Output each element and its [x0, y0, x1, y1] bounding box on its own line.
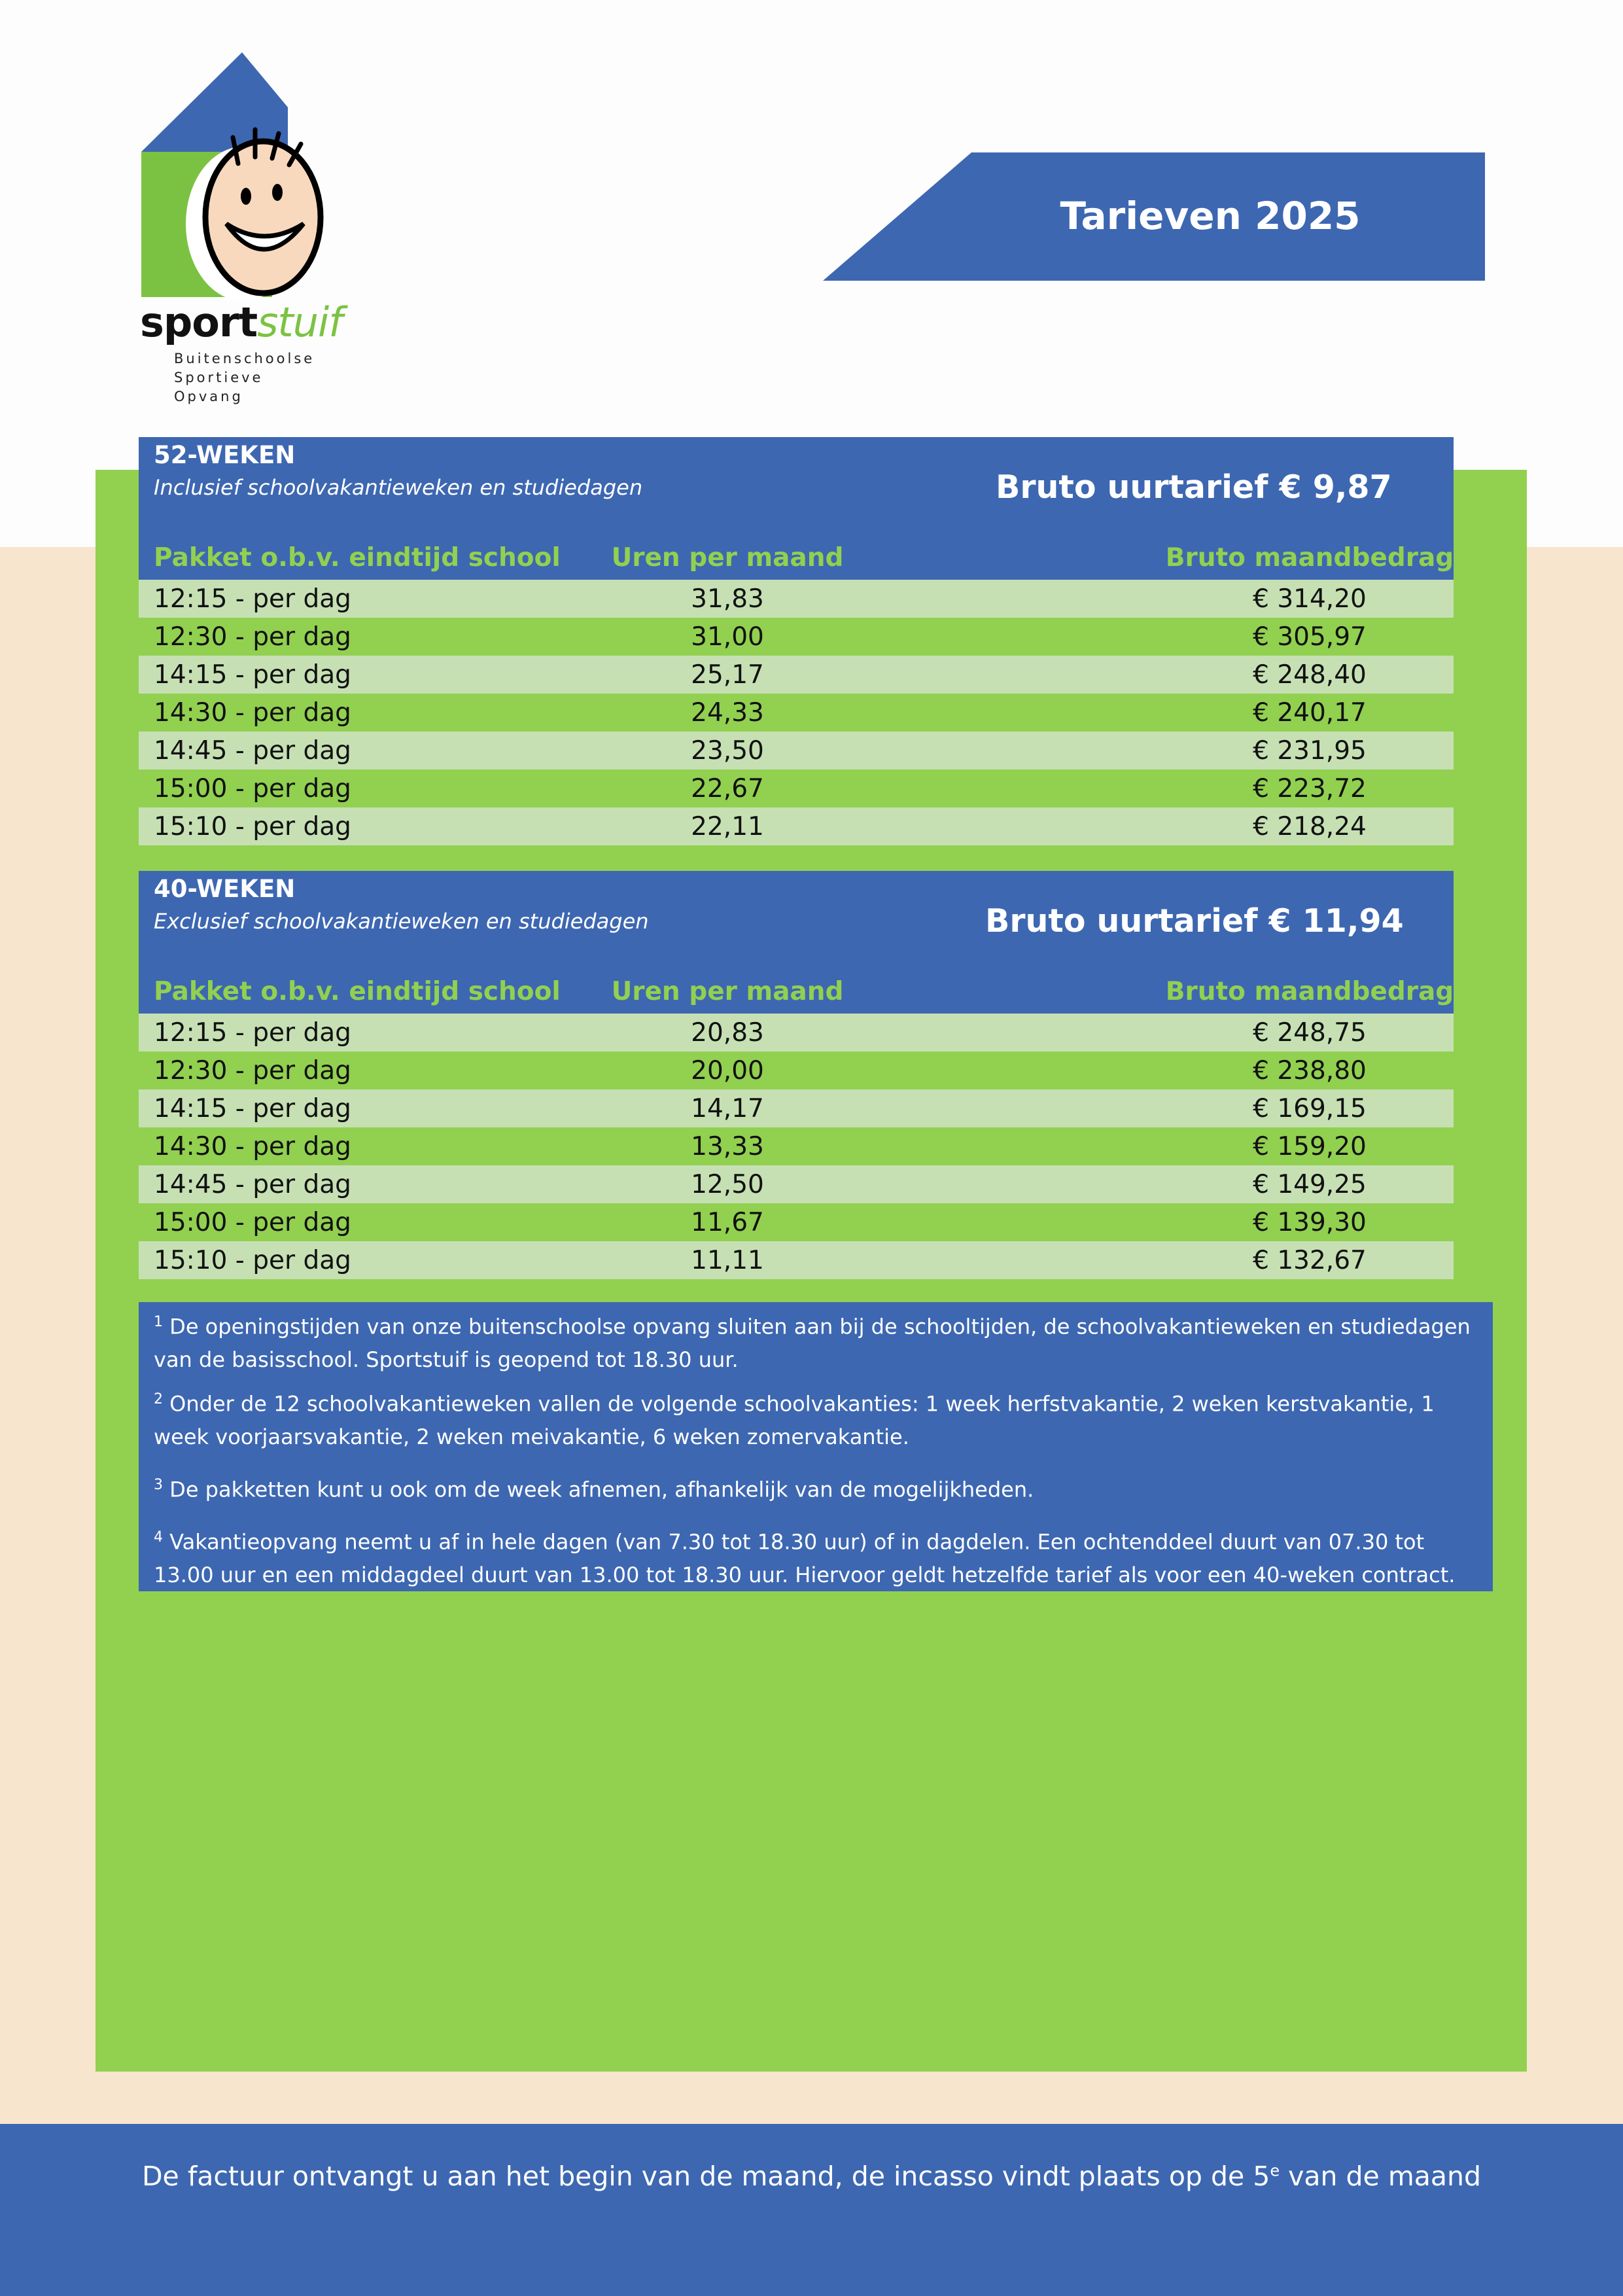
- table-row: [139, 769, 1454, 807]
- hourly-rate: Bruto uurtarief € 11,94: [985, 902, 1404, 940]
- footer-text: [0, 2161, 1623, 2192]
- table-row: [139, 732, 1454, 769]
- footer-band: [0, 2124, 1623, 2296]
- footer-superscript: e: [1270, 2161, 1280, 2180]
- amount-cell: € 240,17: [1253, 698, 1367, 728]
- hours-cell: 14,17: [691, 1094, 764, 1123]
- hours-cell: 31,83: [691, 584, 764, 614]
- table-row: [139, 656, 1454, 694]
- hours-cell: 11,67: [691, 1208, 764, 1237]
- hours-cell: 31,00: [691, 622, 764, 652]
- hourly-rate: Bruto uurtarief € 9,87: [996, 468, 1392, 506]
- column-header-package: Pakket o.b.v. eindtijd school: [154, 977, 561, 1006]
- package-cell: 14:30 - per dag: [154, 698, 351, 728]
- table-row: [139, 1051, 1454, 1089]
- amount-cell: € 314,20: [1253, 584, 1367, 614]
- hours-cell: 20,83: [691, 1018, 764, 1048]
- amount-cell: € 238,80: [1253, 1056, 1367, 1086]
- section-title: 40-WEKEN: [154, 875, 296, 903]
- amount-cell: € 159,20: [1253, 1132, 1367, 1161]
- table-row: [139, 807, 1454, 845]
- hours-cell: 22,67: [691, 774, 764, 804]
- package-cell: 15:00 - per dag: [154, 1208, 351, 1237]
- table-row: [139, 1241, 1454, 1279]
- section-subtitle: Exclusief schoolvakantieweken en studiedagen: [154, 909, 649, 934]
- hours-cell: 11,11: [691, 1246, 764, 1275]
- hours-cell: 12,50: [691, 1170, 764, 1199]
- table-row: [139, 618, 1454, 656]
- section-header: [139, 437, 1454, 580]
- amount-cell: € 248,40: [1253, 660, 1367, 690]
- logo-tagline: Buitenschoolse Sportieve Opvang: [174, 351, 315, 404]
- hours-cell: 22,11: [691, 812, 764, 841]
- table-row: [139, 1089, 1454, 1127]
- hours-cell: 23,50: [691, 736, 764, 766]
- package-cell: 12:15 - per dag: [154, 584, 351, 614]
- package-cell: 12:30 - per dag: [154, 1056, 351, 1086]
- section-title: 52-WEKEN: [154, 441, 296, 469]
- package-cell: 14:15 - per dag: [154, 1094, 351, 1123]
- table-row: [139, 1203, 1454, 1241]
- table-row: [139, 580, 1454, 618]
- footnote-4: [154, 1521, 1482, 1591]
- amount-cell: € 248,75: [1253, 1018, 1367, 1048]
- column-header-hours: Uren per maand: [611, 543, 844, 573]
- footnote-text: Vakantieopvang neemt u af in hele dagen (van 7.30 tot 18.30 uur) of in dagdelen. Een ochtenddeel duurt van 07.30 tot 13.00 uur en een middagdeel duurt van 13.00 tot 18.30 uur. Hiervoor geldt hetzelfde tarief als voor een 40-weken contract.: [154, 1529, 1456, 1587]
- footnote-number: 2: [154, 1391, 163, 1407]
- package-cell: 14:30 - per dag: [154, 1132, 351, 1161]
- footnote-text: De openingstijden van onze buitenschoolse opvang sluiten aan bij de schooltijden, de schoolvakantieweken en studiedagen van de basisschool. Sportstuif is geopend tot 18.30 uur.: [154, 1314, 1471, 1372]
- hours-cell: 25,17: [691, 660, 764, 690]
- footnote-number: 3: [154, 1477, 163, 1493]
- amount-cell: € 218,24: [1253, 812, 1367, 841]
- section-40-weken: [139, 871, 1454, 1279]
- hours-cell: 20,00: [691, 1056, 764, 1086]
- footnotes-box: [139, 1302, 1493, 1591]
- footnote-text: Onder de 12 schoolvakantieweken vallen de volgende schoolvakanties: 1 week herfstvakantie, 2 weken kerstvakantie, 1 week voorjaarsvakantie, 2 weken meivakantie, 6 weken zomervakantie.: [154, 1391, 1435, 1449]
- footnote-text: De pakketten kunt u ook om de week afnemen, afhankelijk van de mogelijkheden.: [163, 1477, 1034, 1502]
- amount-cell: € 223,72: [1253, 774, 1367, 804]
- package-cell: 14:45 - per dag: [154, 736, 351, 766]
- package-cell: 15:00 - per dag: [154, 774, 351, 804]
- footer-text-main: De factuur ontvangt u aan het begin van de maand, de incasso vindt plaats op de 5: [141, 2161, 1270, 2192]
- hours-cell: 13,33: [691, 1132, 764, 1161]
- amount-cell: € 305,97: [1253, 622, 1367, 652]
- package-cell: 14:15 - per dag: [154, 660, 351, 690]
- amount-cell: € 149,25: [1253, 1170, 1367, 1199]
- amount-cell: € 231,95: [1253, 736, 1367, 766]
- hours-cell: 24,33: [691, 698, 764, 728]
- table-row: [139, 1127, 1454, 1165]
- table-row: [139, 694, 1454, 732]
- column-header-amount: Bruto maandbedrag: [1165, 543, 1454, 573]
- table-row: [139, 1165, 1454, 1203]
- column-header-hours: Uren per maand: [611, 977, 844, 1006]
- section-52-weken: [139, 437, 1454, 845]
- logo-wordmark: sportstuif: [140, 298, 343, 346]
- column-header-amount: Bruto maandbedrag: [1165, 977, 1454, 1006]
- footnote-number: 1: [154, 1314, 163, 1330]
- section-subtitle: Inclusief schoolvakantieweken en studiedagen: [154, 475, 643, 500]
- footnote-2: [154, 1383, 1482, 1453]
- table-row: [139, 1014, 1454, 1051]
- footnote-number: 4: [154, 1529, 163, 1545]
- footer-text-end: van de maand: [1280, 2161, 1482, 2192]
- package-cell: 15:10 - per dag: [154, 1246, 351, 1275]
- package-cell: 12:30 - per dag: [154, 622, 351, 652]
- section-header: [139, 871, 1454, 1014]
- column-header-package: Pakket o.b.v. eindtijd school: [154, 543, 561, 573]
- package-cell: 12:15 - per dag: [154, 1018, 351, 1048]
- package-cell: 15:10 - per dag: [154, 812, 351, 841]
- footnote-3: [154, 1469, 1482, 1506]
- amount-cell: € 139,30: [1253, 1208, 1367, 1237]
- footnote-1: [154, 1306, 1482, 1376]
- amount-cell: € 169,15: [1253, 1094, 1367, 1123]
- package-cell: 14:45 - per dag: [154, 1170, 351, 1199]
- page-title: Tarieven 2025: [1060, 194, 1361, 238]
- amount-cell: € 132,67: [1253, 1246, 1367, 1275]
